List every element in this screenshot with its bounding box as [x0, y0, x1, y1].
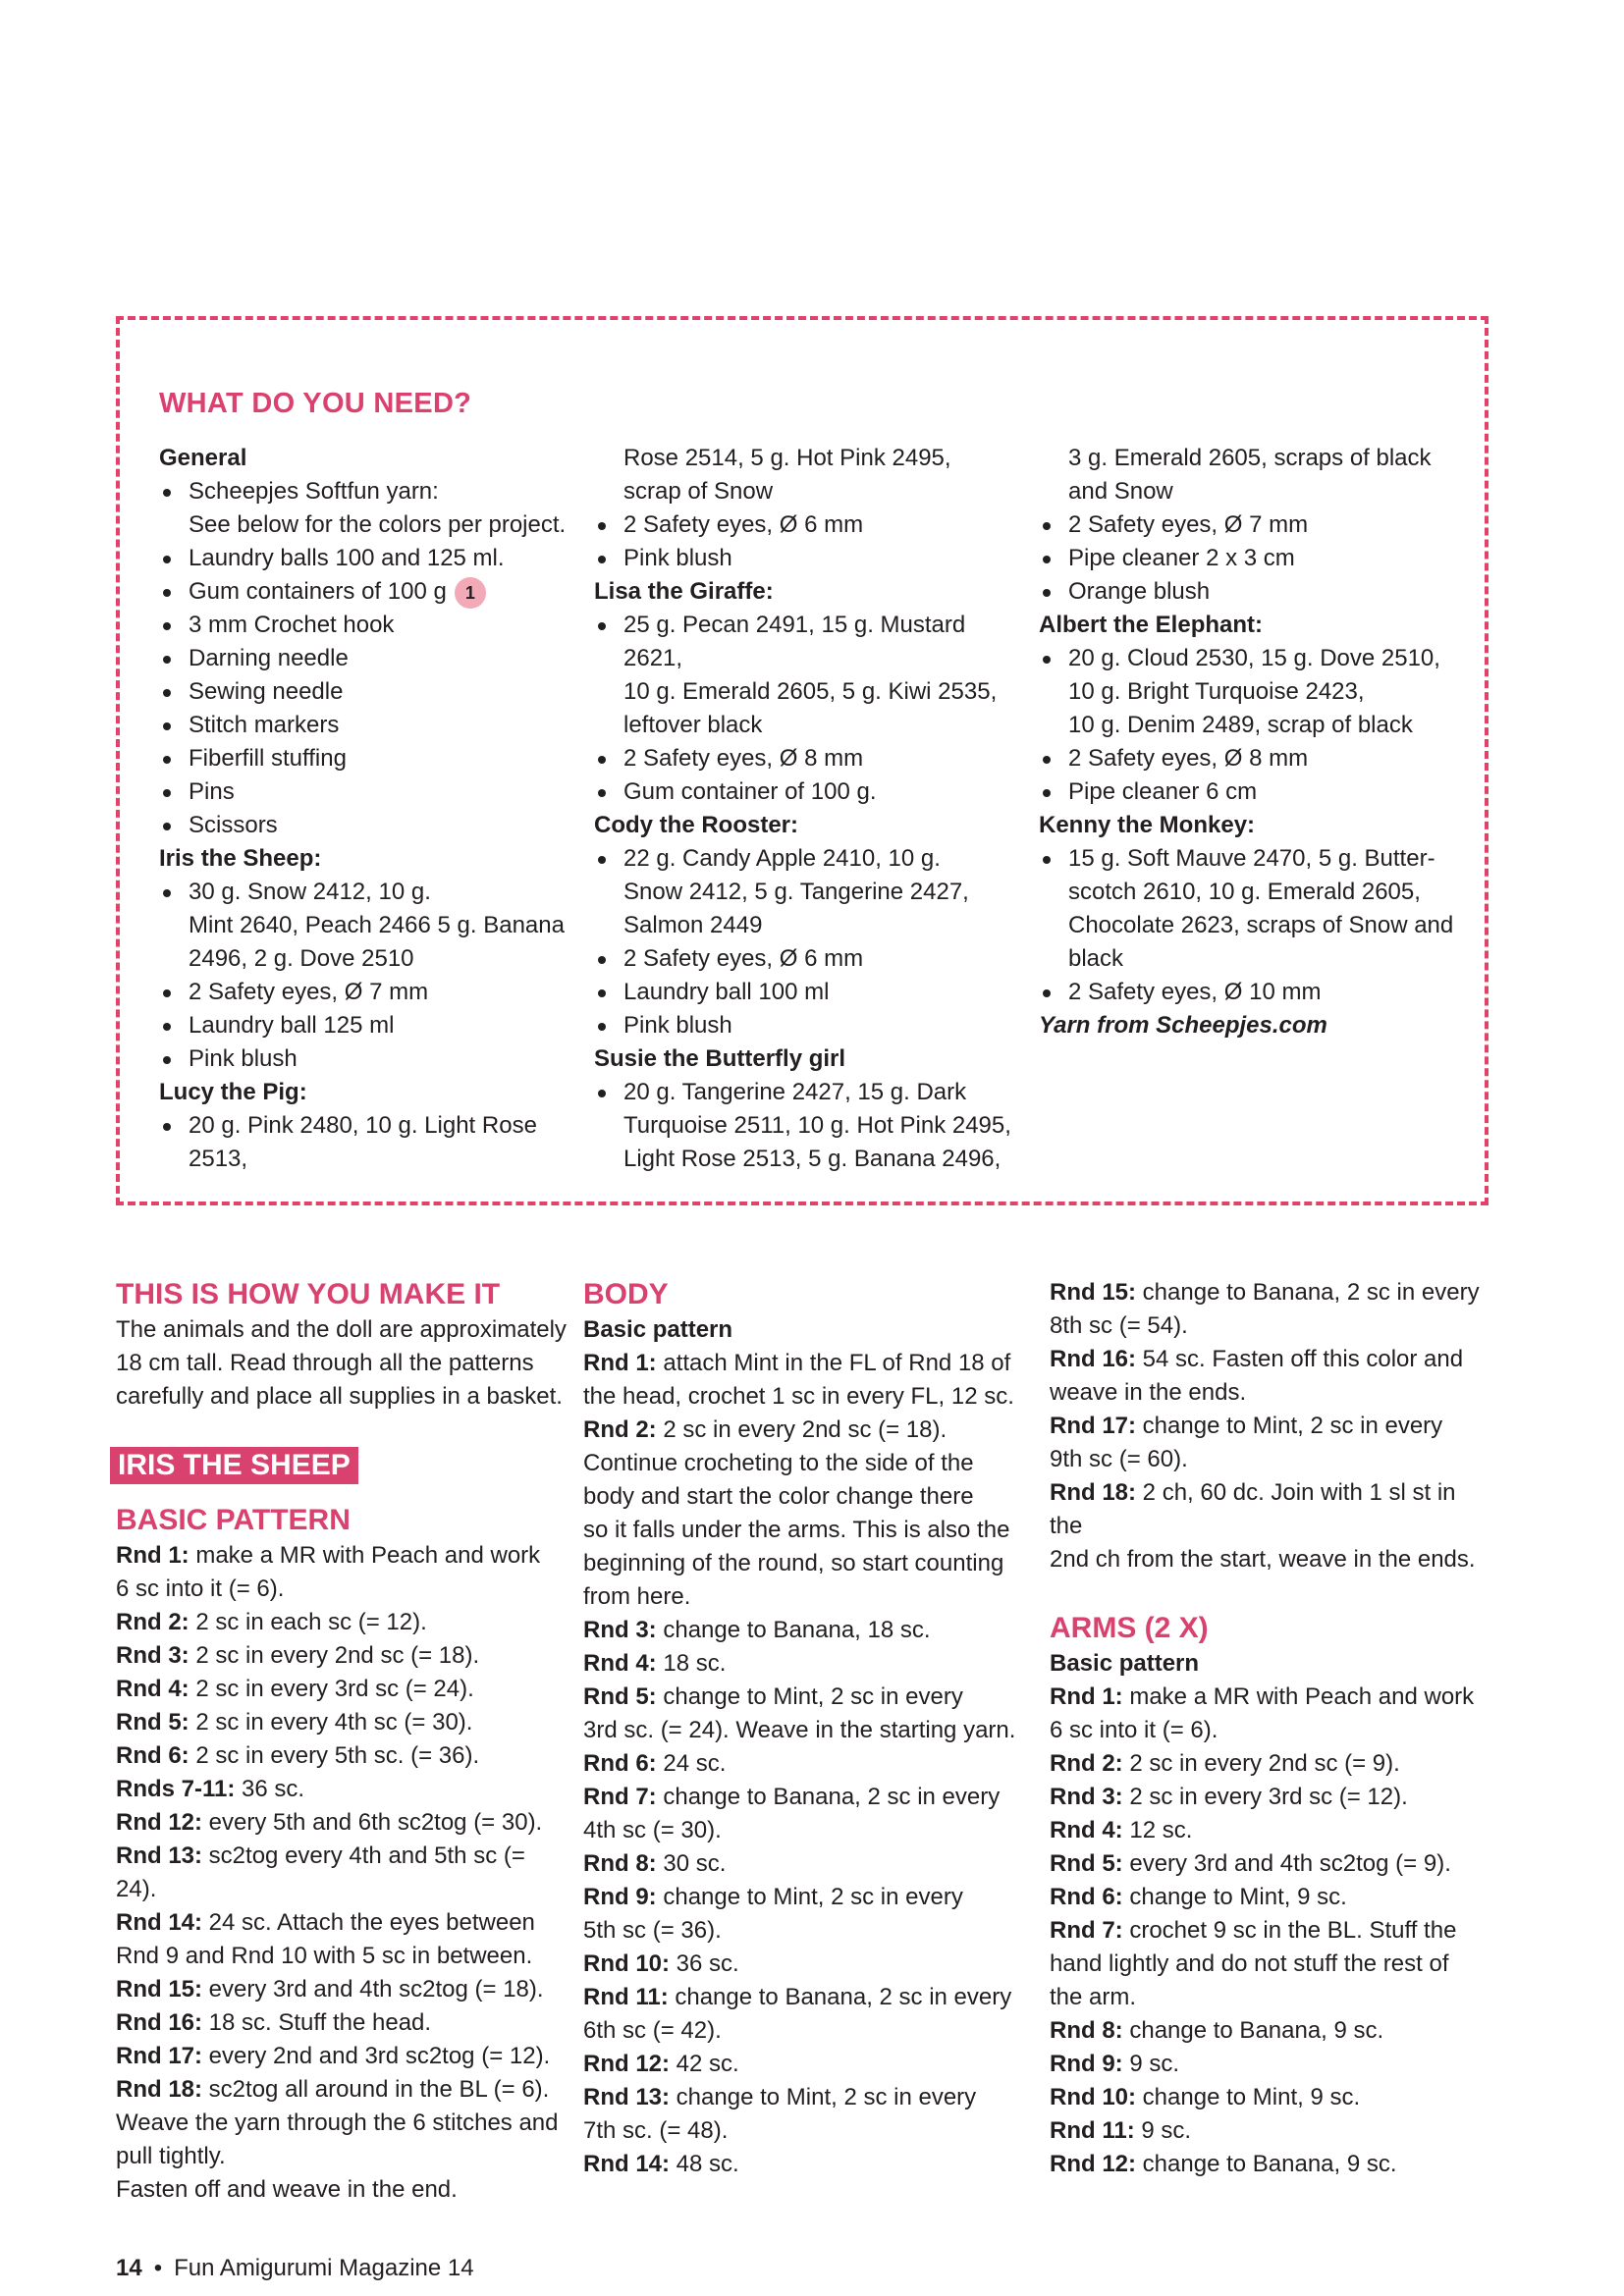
round-text: change to Banana, 2 sc in every — [656, 1784, 1001, 1810]
page-number: 14 — [116, 2255, 142, 2281]
pattern-round — [116, 1639, 568, 1673]
pattern-round — [116, 2073, 568, 2107]
list-item-continuation: Mint 2640, Peach 2466 5 g. Banana — [189, 912, 565, 938]
round-text: 2 sc in every 2nd sc (= 18). — [189, 1642, 480, 1669]
list-item: Gum containers of 100 g 1 — [159, 575, 581, 609]
list-item: Stitch markers — [159, 709, 581, 742]
body-rounds-continued — [1050, 1276, 1491, 1576]
pattern-round — [583, 1847, 1020, 1881]
round-text: 4th sc (= 30). — [583, 1817, 722, 1843]
list-item-continuation: Turquoise 2511, 10 g. Hot Pink 2495, — [623, 1112, 1011, 1139]
list-item: 2 Safety eyes, Ø 6 mm — [594, 942, 1016, 976]
list-item: Laundry ball 125 ml — [159, 1009, 581, 1042]
round-text: from here. — [583, 1583, 691, 1610]
pattern-round — [116, 1573, 568, 1606]
round-text: 30 sc. — [656, 1850, 727, 1877]
pattern-round — [583, 1480, 1020, 1514]
round-text: Fasten off and weave in the end. — [116, 2176, 458, 2203]
round-label: Rnd 1: — [583, 1350, 657, 1376]
kenny-heading: Kenny the Monkey: — [1039, 812, 1256, 838]
pattern-round — [583, 1981, 1020, 2014]
pattern-round — [1050, 1914, 1491, 1948]
list-item: 2 Safety eyes, Ø 7 mm — [159, 976, 581, 1009]
round-label: Rnd 11: — [1050, 2117, 1135, 2144]
round-text: hand lightly and do not stuff the rest of — [1050, 1950, 1449, 1977]
round-text: weave in the ends. — [1050, 1379, 1247, 1406]
list-item-continuation: 10 g. Bright Turquoise 2423, — [1068, 678, 1365, 705]
lisa-heading: Lisa the Giraffe: — [594, 578, 774, 605]
round-label: Rnd 14: — [583, 2151, 671, 2177]
round-text: 6th sc (= 42). — [583, 2017, 722, 2044]
list-item: Gum container of 100 g. — [594, 775, 1016, 809]
list-item: Pins — [159, 775, 581, 809]
round-label: Rnd 2: — [583, 1416, 657, 1443]
round-text: 42 sc. — [670, 2051, 739, 2077]
round-label: Rnd 2: — [116, 1609, 189, 1635]
list-item-continuation: 10 g. Denim 2489, scrap of black — [1068, 712, 1413, 738]
round-label: Rnd 5: — [116, 1709, 189, 1735]
body-basic-pattern-heading: Basic pattern — [583, 1316, 733, 1343]
list-item: 2 Safety eyes, Ø 8 mm — [594, 742, 1016, 775]
round-label: Rnd 18: — [1050, 1479, 1137, 1506]
list-item: 2 Safety eyes, Ø 6 mm — [594, 508, 1016, 542]
pattern-round — [1050, 1376, 1491, 1410]
pattern-round — [116, 2107, 568, 2140]
round-text: pull tightly. — [116, 2143, 226, 2169]
pattern-round — [583, 1681, 1020, 1714]
list-item: 20 g. Cloud 2530, 15 g. Dove 2510, — [1039, 642, 1461, 675]
page-footer — [116, 2254, 474, 2283]
list-item-continuation: scrap of Snow — [623, 478, 774, 505]
pattern-round — [1050, 2114, 1491, 2148]
round-text: 2 ch, 60 dc. Join with 1 sl st in the — [1050, 1479, 1456, 1539]
list-item-continuation: leftover black — [623, 712, 763, 738]
round-text: 3rd sc. (= 24). Weave in the starting yarn. — [583, 1717, 1016, 1743]
pattern-round — [583, 1347, 1020, 1380]
list-item-continuation: Rose 2514, 5 g. Hot Pink 2495, — [623, 445, 951, 471]
pattern-round — [583, 2148, 1020, 2181]
round-label: Rnd 8: — [1050, 2017, 1123, 2044]
round-text: attach Mint in the FL of Rnd 18 of — [656, 1350, 1011, 1376]
round-text: change to Mint, 2 sc in every — [670, 2084, 977, 2110]
round-text: every 3rd and 4th sc2tog (= 9). — [1122, 1850, 1451, 1877]
pattern-round — [1050, 1343, 1491, 1376]
round-text: 6 sc into it (= 6). — [116, 1575, 285, 1602]
round-text: 24 sc. — [656, 1750, 727, 1777]
list-item: 15 g. Soft Mauve 2470, 5 g. Butter- — [1039, 842, 1461, 876]
pattern-round — [1050, 1309, 1491, 1343]
round-label: Rnd 6: — [116, 1742, 189, 1769]
spacer — [116, 1414, 568, 1447]
round-text: change to Mint, 2 sc in every — [1136, 1413, 1443, 1439]
list-item-continuation: black — [1068, 945, 1124, 972]
list-item: 2 Safety eyes, Ø 7 mm — [1039, 508, 1461, 542]
round-text: change to Mint, 9 sc. — [1122, 1884, 1347, 1910]
pattern-round — [583, 2014, 1020, 2048]
list-item: Pink blush — [594, 1009, 1016, 1042]
spacer — [1050, 1576, 1491, 1610]
round-label: Rnd 3: — [583, 1617, 657, 1643]
list-item: Laundry balls 100 and 125 ml. — [159, 542, 581, 575]
general-heading: General — [159, 445, 247, 471]
pattern-round — [116, 1739, 568, 1773]
round-text: every 5th and 6th sc2tog (= 30). — [202, 1809, 543, 1836]
round-text: the arm. — [1050, 1984, 1137, 2010]
pattern-round — [1050, 1747, 1491, 1781]
round-label: Rnd 5: — [1050, 1850, 1123, 1877]
round-text: 2 sc in every 2nd sc (= 9). — [1122, 1750, 1400, 1777]
pattern-round — [116, 1773, 568, 1806]
round-text: 36 sc. — [670, 1950, 739, 1977]
howto-heading: THIS IS HOW YOU MAKE IT — [116, 1278, 501, 1310]
pattern-round — [1050, 2081, 1491, 2114]
round-text: change to Mint, 2 sc in every — [656, 1884, 963, 1910]
pattern-round — [116, 1606, 568, 1639]
list-item: Orange blush — [1039, 575, 1461, 609]
round-text: 18 sc. — [656, 1650, 727, 1677]
round-text: 24 sc. Attach the eyes between — [202, 1909, 535, 1936]
round-text: 2 sc in every 5th sc. (= 36). — [189, 1742, 480, 1769]
pattern-round — [116, 1539, 568, 1573]
round-text: 6 sc into it (= 6). — [1050, 1717, 1218, 1743]
round-text: crochet 9 sc in the BL. Stuff the — [1122, 1917, 1457, 1944]
list-item: 3 mm Crochet hook — [159, 609, 581, 642]
pattern-round — [1050, 1881, 1491, 1914]
list-item: 20 g. Tangerine 2427, 15 g. Dark — [594, 1076, 1016, 1109]
pattern-round — [1050, 1276, 1491, 1309]
intro-line: 18 cm tall. Read through all the patterns — [116, 1350, 534, 1376]
pattern-column-1 — [116, 1276, 568, 2207]
round-label: Rnd 10: — [583, 1950, 671, 1977]
materials-column-1 — [159, 442, 581, 1176]
round-text: 2 sc in each sc (= 12). — [189, 1609, 427, 1635]
round-label: Rnd 5: — [583, 1683, 657, 1710]
materials-column-2 — [594, 442, 1016, 1176]
list-item-continuation: Snow 2412, 5 g. Tangerine 2427, — [623, 879, 969, 905]
round-text: beginning of the round, so start counting — [583, 1550, 1004, 1576]
list-item-continuation: Chocolate 2623, scraps of Snow and — [1068, 912, 1454, 938]
pattern-round — [583, 1814, 1020, 1847]
pattern-round — [116, 2173, 568, 2207]
round-label: Rnd 7: — [583, 1784, 657, 1810]
list-item: Pink blush — [159, 1042, 581, 1076]
round-text: 2 sc in every 3rd sc (= 12). — [1122, 1784, 1408, 1810]
round-label: Rnd 4: — [116, 1676, 189, 1702]
pattern-round — [583, 2114, 1020, 2148]
pattern-column-3 — [1050, 1276, 1491, 2181]
round-label: Rnd 17: — [116, 2043, 203, 2069]
round-label: Rnd 9: — [1050, 2051, 1123, 2077]
round-text: 9th sc (= 60). — [1050, 1446, 1188, 1472]
pattern-round — [116, 2006, 568, 2040]
list-item: Pipe cleaner 2 x 3 cm — [1039, 542, 1461, 575]
round-text: 48 sc. — [670, 2151, 739, 2177]
round-label: Rnd 12: — [116, 1809, 203, 1836]
round-text: so it falls under the arms. This is also the — [583, 1517, 1010, 1543]
round-label: Rnd 16: — [116, 2009, 203, 2036]
round-label: Rnd 7: — [1050, 1917, 1123, 1944]
list-item-continuation: See below for the colors per project. — [189, 511, 567, 538]
round-text: 7th sc. (= 48). — [583, 2117, 729, 2144]
pattern-round — [116, 1906, 568, 1940]
list-item: Laundry ball 100 ml — [594, 976, 1016, 1009]
round-label: Rnd 15: — [1050, 1279, 1137, 1306]
round-text: 9 sc. — [1122, 2051, 1180, 2077]
round-label: Rnd 16: — [1050, 1346, 1137, 1372]
list-item: 2 Safety eyes, Ø 8 mm — [1039, 742, 1461, 775]
list-item: Scissors — [159, 809, 581, 842]
round-label: Rnd 4: — [1050, 1817, 1123, 1843]
pattern-round — [1050, 1476, 1491, 1543]
iris-heading: Iris the Sheep: — [159, 845, 322, 872]
step-badge: 1 — [455, 577, 486, 609]
round-label: Rnd 1: — [116, 1542, 189, 1569]
round-label: Rnd 17: — [1050, 1413, 1137, 1439]
intro-line: carefully and place all supplies in a basket. — [116, 1383, 563, 1410]
round-label: Rnd 15: — [116, 1976, 203, 2002]
list-item: Pipe cleaner 6 cm — [1039, 775, 1461, 809]
round-label: Rnd 3: — [116, 1642, 189, 1669]
round-text: change to Mint, 2 sc in every — [656, 1683, 963, 1710]
list-item-continuation: Salmon 2449 — [623, 912, 763, 938]
list-item-continuation: scotch 2610, 10 g. Emerald 2605, — [1068, 879, 1421, 905]
round-text: change to Banana, 18 sc. — [656, 1617, 931, 1643]
round-label: Rnd 18: — [116, 2076, 203, 2103]
round-text: 2nd ch from the start, weave in the ends. — [1050, 1546, 1476, 1573]
pattern-round — [583, 1547, 1020, 1580]
pattern-round — [1050, 2148, 1491, 2181]
round-label: Rnd 13: — [583, 2084, 671, 2110]
materials-title: WHAT DO YOU NEED? — [159, 388, 472, 419]
list-item: 30 g. Snow 2412, 10 g. — [159, 876, 581, 909]
lucy-heading: Lucy the Pig: — [159, 1079, 307, 1105]
pattern-round — [1050, 2048, 1491, 2081]
round-text: 54 sc. Fasten off this color and — [1136, 1346, 1464, 1372]
list-item: Fiberfill stuffing — [159, 742, 581, 775]
susie-heading: Susie the Butterfly girl — [594, 1045, 846, 1072]
pattern-round — [116, 1940, 568, 1973]
body-heading: BODY — [583, 1278, 669, 1310]
pattern-round — [583, 2048, 1020, 2081]
round-text: 36 sc. — [235, 1776, 305, 1802]
round-text: sc2tog all around in the BL (= 6). — [202, 2076, 550, 2103]
list-item: Pink blush — [594, 542, 1016, 575]
pattern-round — [116, 1706, 568, 1739]
pattern-round — [583, 2081, 1020, 2114]
iris-rounds — [116, 1539, 568, 2207]
arms-basic-pattern-heading: Basic pattern — [1050, 1650, 1200, 1677]
pattern-round — [583, 1614, 1020, 1647]
albert-heading: Albert the Elephant: — [1039, 612, 1264, 638]
iris-section-heading: IRIS THE SHEEP — [110, 1447, 358, 1484]
round-text: 12 sc. — [1122, 1817, 1193, 1843]
body-rounds — [583, 1347, 1020, 2181]
pattern-round — [583, 1881, 1020, 1914]
round-label: Rnd 13: — [116, 1842, 203, 1869]
pattern-round — [583, 1380, 1020, 1414]
pattern-round — [116, 1673, 568, 1706]
spacer — [116, 1484, 568, 1502]
round-label: Rnd 1: — [1050, 1683, 1123, 1710]
round-label: Rnd 10: — [1050, 2084, 1137, 2110]
round-label: Rnd 14: — [116, 1909, 203, 1936]
pattern-round — [583, 1914, 1020, 1948]
pattern-round — [116, 1806, 568, 1840]
footer-separator: • — [153, 2255, 163, 2281]
cody-heading: Cody the Rooster: — [594, 812, 799, 838]
list-item: 20 g. Pink 2480, 10 g. Light Rose 2513, — [159, 1109, 581, 1176]
list-item-continuation: Light Rose 2513, 5 g. Banana 2496, — [623, 1146, 1001, 1172]
pattern-round — [583, 1447, 1020, 1480]
pattern-round — [116, 2140, 568, 2173]
round-text: make a MR with Peach and work — [1122, 1683, 1475, 1710]
round-text: 8th sc (= 54). — [1050, 1312, 1188, 1339]
iris-basic-pattern-heading: BASIC PATTERN — [116, 1504, 351, 1536]
round-text: Continue crocheting to the side of the — [583, 1450, 974, 1476]
list-item: Sewing needle — [159, 675, 581, 709]
pattern-round — [583, 1514, 1020, 1547]
pattern-round — [583, 1948, 1020, 1981]
pattern-round — [583, 1580, 1020, 1614]
pattern-round — [1050, 1781, 1491, 1814]
list-item-continuation: and Snow — [1068, 478, 1173, 505]
yarn-credit: Yarn from Scheepjes.com — [1039, 1012, 1327, 1039]
round-label: Rnd 6: — [583, 1750, 657, 1777]
list-item: Scheepjes Softfun yarn: — [159, 475, 581, 508]
round-label: Rnd 9: — [583, 1884, 657, 1910]
pattern-round — [583, 1647, 1020, 1681]
pattern-round — [583, 1747, 1020, 1781]
arms-heading: ARMS (2 X) — [1050, 1612, 1209, 1644]
pattern-round — [116, 2040, 568, 2073]
round-text: change to Mint, 9 sc. — [1136, 2084, 1361, 2110]
list-item-continuation: 10 g. Emerald 2605, 5 g. Kiwi 2535, — [623, 678, 998, 705]
list-item-continuation: 2496, 2 g. Dove 2510 — [189, 945, 414, 972]
pattern-round — [1050, 1543, 1491, 1576]
pattern-round — [1050, 1847, 1491, 1881]
arms-rounds — [1050, 1681, 1491, 2181]
list-item: 22 g. Candy Apple 2410, 10 g. — [594, 842, 1016, 876]
list-item: Darning needle — [159, 642, 581, 675]
list-item-continuation: 3 g. Emerald 2605, scraps of black — [1068, 445, 1432, 471]
round-text: change to Banana, 2 sc in every — [668, 1984, 1012, 2010]
pattern-round — [583, 1414, 1020, 1447]
pattern-round — [1050, 1948, 1491, 1981]
round-text: make a MR with Peach and work — [189, 1542, 541, 1569]
round-text: change to Banana, 9 sc. — [1122, 2017, 1384, 2044]
round-label: Rnd 8: — [583, 1850, 657, 1877]
magazine-title: Fun Amigurumi Magazine 14 — [174, 2255, 474, 2281]
round-label: Rnd 6: — [1050, 1884, 1123, 1910]
round-text: sc2tog every 4th and 5th sc (= 24). — [116, 1842, 525, 1902]
pattern-round — [1050, 1410, 1491, 1443]
round-label: Rnd 12: — [1050, 2151, 1137, 2177]
round-text: change to Banana, 9 sc. — [1136, 2151, 1397, 2177]
round-text: change to Banana, 2 sc in every — [1136, 1279, 1480, 1306]
round-text: 2 sc in every 4th sc (= 30). — [189, 1709, 473, 1735]
list-item: 25 g. Pecan 2491, 15 g. Mustard 2621, — [594, 609, 1016, 675]
pattern-round — [583, 1714, 1020, 1747]
pattern-round — [1050, 1681, 1491, 1714]
round-text: 18 sc. Stuff the head. — [202, 2009, 432, 2036]
round-text: 9 sc. — [1134, 2117, 1192, 2144]
intro-line: The animals and the doll are approximately — [116, 1316, 567, 1343]
round-label: Rnds 7-11: — [116, 1776, 236, 1802]
round-text: the head, crochet 1 sc in every FL, 12 sc. — [583, 1383, 1014, 1410]
round-label: Rnd 2: — [1050, 1750, 1123, 1777]
pattern-column-2 — [583, 1276, 1020, 2181]
round-text: 2 sc in every 2nd sc (= 18). — [656, 1416, 947, 1443]
pattern-round — [583, 1781, 1020, 1814]
materials-column-3 — [1039, 442, 1461, 1042]
round-text: every 3rd and 4th sc2tog (= 18). — [202, 1976, 544, 2002]
pattern-round — [116, 1973, 568, 2006]
pattern-round — [1050, 1443, 1491, 1476]
round-text: 2 sc in every 3rd sc (= 24). — [189, 1676, 474, 1702]
round-text: Weave the yarn through the 6 stitches and — [116, 2109, 559, 2136]
round-label: Rnd 12: — [583, 2051, 671, 2077]
round-label: Rnd 11: — [583, 1984, 669, 2010]
round-label: Rnd 3: — [1050, 1784, 1123, 1810]
pattern-round — [1050, 1814, 1491, 1847]
pattern-round — [1050, 1981, 1491, 2014]
round-label: Rnd 4: — [583, 1650, 657, 1677]
pattern-round — [1050, 2014, 1491, 2048]
round-text: Rnd 9 and Rnd 10 with 5 sc in between. — [116, 1943, 533, 1969]
list-item: 2 Safety eyes, Ø 10 mm — [1039, 976, 1461, 1009]
pattern-round — [1050, 1714, 1491, 1747]
round-text: body and start the color change there — [583, 1483, 974, 1510]
pattern-round — [116, 1840, 568, 1906]
round-text: every 2nd and 3rd sc2tog (= 12). — [202, 2043, 551, 2069]
round-text: 5th sc (= 36). — [583, 1917, 722, 1944]
